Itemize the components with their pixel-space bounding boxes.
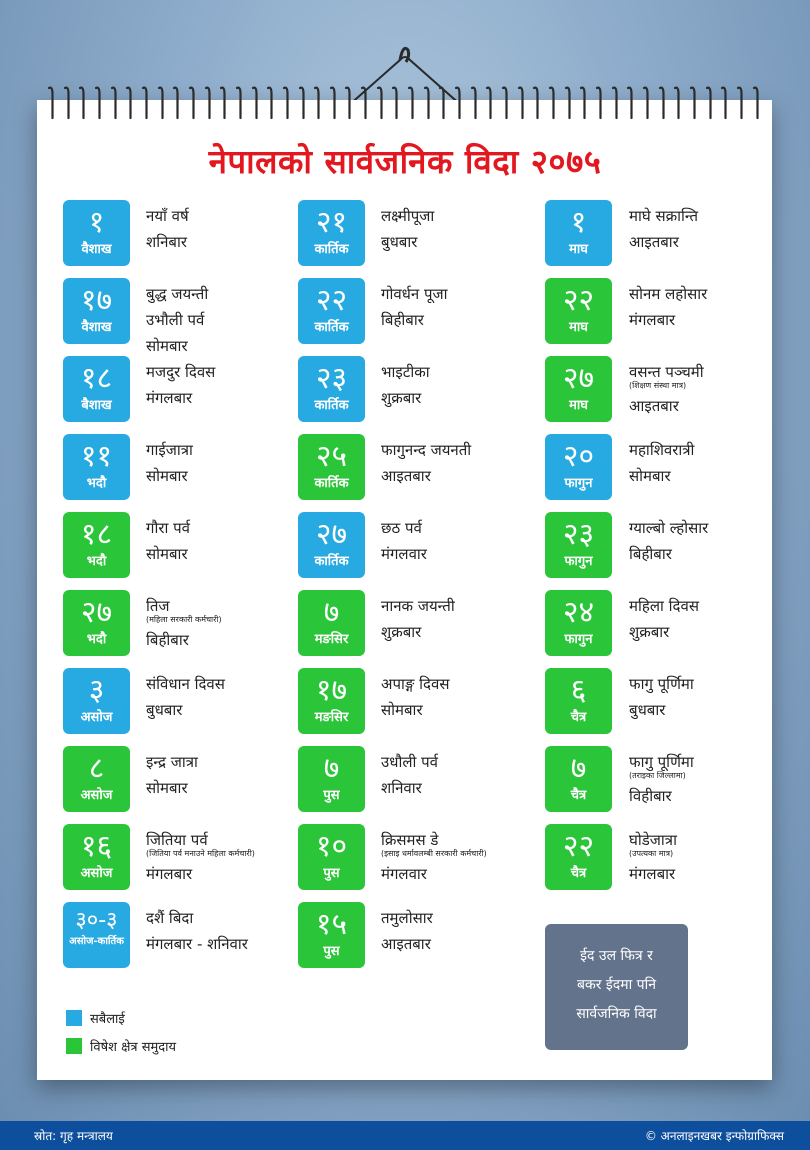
badge-month: फागुन bbox=[564, 554, 593, 569]
badge-month: कार्तिक bbox=[314, 398, 349, 413]
badge-day: ६ bbox=[570, 673, 587, 708]
holiday-info bbox=[146, 827, 306, 887]
holiday-info bbox=[629, 203, 789, 255]
holiday-weekday: बुधबार bbox=[146, 701, 183, 719]
holiday-weekday: शुक्रबार bbox=[381, 389, 422, 407]
holiday-info bbox=[629, 281, 789, 333]
badge-day: १७ bbox=[315, 673, 348, 708]
badge-month: फागुन bbox=[564, 632, 593, 647]
page-title: नेपालको सार्वजनिक विदा २०७५ bbox=[208, 142, 602, 181]
badge-month: भदौ bbox=[86, 632, 107, 647]
binding-ring-icon bbox=[721, 84, 730, 120]
holiday-name: माघे सक्रान्ति bbox=[629, 207, 699, 225]
holiday-info bbox=[629, 827, 789, 887]
badge-month: कार्तिक bbox=[314, 476, 349, 491]
holiday-weekday: शुक्रबार bbox=[629, 623, 670, 641]
badge-day: १ bbox=[570, 205, 587, 240]
date-badge bbox=[545, 356, 612, 422]
legend-label-all: सबैलाई bbox=[90, 1012, 125, 1027]
binding-ring-icon bbox=[596, 84, 605, 120]
holiday-name: फागु पूर्णिमा bbox=[629, 753, 694, 771]
badge-day: १८ bbox=[80, 517, 113, 552]
badge-month: असोज bbox=[80, 866, 113, 881]
binding-ring-icon bbox=[252, 84, 261, 120]
badge-day: १८ bbox=[80, 361, 113, 396]
binding-ring-icon bbox=[126, 84, 135, 120]
holiday-weekday: मंगलबार bbox=[146, 389, 193, 407]
holiday-column-3 bbox=[545, 199, 785, 901]
holiday-name: फागु पूर्णिमा bbox=[629, 675, 694, 693]
holiday-info bbox=[381, 593, 541, 645]
holiday-entry bbox=[545, 511, 785, 589]
holiday-entry bbox=[545, 745, 785, 823]
badge-day: ७ bbox=[570, 751, 587, 786]
footer-bar bbox=[0, 1121, 810, 1150]
badge-month: चैत्र bbox=[570, 710, 587, 725]
date-badge bbox=[298, 902, 365, 968]
holiday-weekday: विहीबार bbox=[629, 787, 672, 805]
binding-ring-icon bbox=[267, 84, 276, 120]
binding-ring-icon bbox=[408, 84, 417, 120]
holiday-weekday: मंगलवार bbox=[381, 865, 427, 883]
holiday-weekday: मंगलबार - शनिवार bbox=[146, 935, 248, 953]
holiday-column-1 bbox=[63, 199, 303, 979]
binding-ring-icon bbox=[142, 84, 151, 120]
holiday-info bbox=[146, 905, 306, 957]
date-badge bbox=[545, 590, 612, 656]
date-badge bbox=[545, 434, 612, 500]
holiday-note: (उपत्यका मात्र) bbox=[629, 849, 674, 858]
badge-month: वैशाख bbox=[81, 320, 112, 335]
holiday-weekday: सोमबार bbox=[146, 545, 188, 563]
badge-day: ३०-३ bbox=[75, 908, 118, 933]
holiday-info bbox=[381, 203, 541, 255]
badge-day: १ bbox=[88, 205, 105, 240]
holiday-entry bbox=[63, 433, 303, 511]
holiday-name: क्रिसमस डे bbox=[381, 831, 439, 849]
binding-ring-icon bbox=[299, 84, 308, 120]
badge-day: २२ bbox=[315, 283, 348, 318]
badge-day: ८ bbox=[88, 751, 105, 786]
date-badge bbox=[63, 902, 130, 968]
badge-day: २७ bbox=[315, 517, 348, 552]
date-badge bbox=[545, 512, 612, 578]
legend-item-specific bbox=[66, 1032, 176, 1060]
badge-month: पुस bbox=[323, 788, 340, 803]
holiday-entry bbox=[545, 277, 785, 355]
footer-source: स्रोत: गृह मन्त्रालय bbox=[34, 1129, 113, 1143]
holiday-name: महिला दिवस bbox=[629, 597, 699, 615]
date-badge bbox=[545, 746, 612, 812]
holiday-entry bbox=[298, 667, 538, 745]
binding-ring-icon bbox=[95, 84, 104, 120]
binding-ring-icon bbox=[659, 84, 668, 120]
holiday-weekday: बुधबार bbox=[629, 701, 666, 719]
badge-day: २३ bbox=[315, 361, 348, 396]
date-badge bbox=[63, 278, 130, 344]
holiday-info bbox=[381, 515, 541, 567]
legend bbox=[66, 1004, 176, 1060]
holiday-weekday: सोमबार bbox=[146, 467, 188, 485]
date-badge bbox=[63, 512, 130, 578]
holiday-name: संविधान दिवस bbox=[146, 675, 225, 693]
notice-line: सार्वजनिक विदा bbox=[576, 1006, 657, 1022]
holiday-info bbox=[146, 671, 306, 723]
date-badge bbox=[298, 512, 365, 578]
holiday-entry bbox=[545, 823, 785, 901]
binding-ring-icon bbox=[173, 84, 182, 120]
holiday-entry bbox=[63, 511, 303, 589]
holiday-name: उधौली पर्व bbox=[381, 753, 439, 771]
badge-month: असोज bbox=[80, 788, 113, 803]
holiday-entry bbox=[545, 667, 785, 745]
holiday-weekday: मंगलबार bbox=[629, 311, 676, 329]
holiday-info bbox=[381, 749, 541, 801]
holiday-entry bbox=[298, 511, 538, 589]
holiday-info bbox=[629, 515, 789, 567]
date-badge bbox=[63, 200, 130, 266]
holiday-name: बुद्ध जयन्ती bbox=[146, 285, 209, 303]
holiday-entry bbox=[545, 355, 785, 433]
badge-month: माघ bbox=[569, 398, 588, 413]
badge-month: पुस bbox=[323, 944, 340, 959]
holiday-info bbox=[381, 437, 541, 489]
holiday-weekday: मंगलवार bbox=[381, 545, 427, 563]
holiday-weekday: मंगलबार bbox=[629, 865, 676, 883]
badge-month: माघ bbox=[569, 320, 588, 335]
holiday-entry bbox=[63, 667, 303, 745]
badge-day: २२ bbox=[562, 283, 595, 318]
holiday-weekday: आइतबार bbox=[381, 467, 431, 485]
date-badge bbox=[545, 200, 612, 266]
holiday-name: गोवर्धन पूजा bbox=[381, 285, 448, 303]
holiday-info bbox=[146, 281, 306, 359]
badge-month: मङसिर bbox=[314, 710, 349, 725]
holiday-name: तमुलोसार bbox=[381, 909, 433, 927]
badge-day: ७ bbox=[323, 751, 340, 786]
binding-ring-icon bbox=[455, 84, 464, 120]
holiday-entry bbox=[298, 901, 538, 979]
holiday-entry bbox=[63, 589, 303, 667]
holiday-info bbox=[146, 749, 306, 801]
notice-line: बकर ईदमा पनि bbox=[576, 977, 657, 993]
holiday-info bbox=[629, 749, 789, 809]
holiday-note: (महिला सरकारी कर्मचारी) bbox=[146, 615, 222, 624]
holiday-name: ग्याल्बो ल्होसार bbox=[629, 519, 709, 537]
holiday-name: गौरा पर्व bbox=[146, 519, 190, 537]
date-badge bbox=[545, 668, 612, 734]
holiday-name: अपाङ्ग दिवस bbox=[381, 675, 450, 693]
holiday-info bbox=[381, 359, 541, 411]
date-badge bbox=[63, 590, 130, 656]
date-badge bbox=[298, 824, 365, 890]
binding-ring-icon bbox=[471, 84, 480, 120]
legend-label-specific: विषेश क्षेत्र समुदाय bbox=[90, 1040, 177, 1055]
binding-ring-icon bbox=[424, 84, 433, 120]
holiday-entry bbox=[63, 199, 303, 277]
badge-day: २२ bbox=[562, 829, 595, 864]
holiday-entry bbox=[545, 199, 785, 277]
binding-ring-icon bbox=[737, 84, 746, 120]
binding-ring-icon bbox=[690, 84, 699, 120]
holiday-weekday: शनिवार bbox=[381, 779, 422, 797]
holiday-weekday: सोमबार bbox=[146, 779, 188, 797]
badge-month: भदौ bbox=[86, 476, 107, 491]
binding-ring-icon bbox=[627, 84, 636, 120]
badge-month: कार्तिक bbox=[314, 242, 349, 257]
badge-day: २७ bbox=[562, 361, 595, 396]
holiday-info bbox=[146, 437, 306, 489]
badge-day: ११ bbox=[80, 439, 113, 474]
binding-ring-icon bbox=[158, 84, 167, 120]
holiday-weekday: बिहीबार bbox=[381, 311, 424, 329]
holiday-info bbox=[146, 515, 306, 567]
holiday-weekday: शुक्रबार bbox=[381, 623, 422, 641]
holiday-name: घोडेजात्रा bbox=[629, 831, 677, 849]
badge-day: २३ bbox=[562, 517, 595, 552]
holiday-name: जितिया पर्व bbox=[146, 831, 208, 849]
date-badge bbox=[298, 200, 365, 266]
holiday-note: (जितिया पर्व मनाउने महिला कर्मचारी) bbox=[146, 849, 255, 858]
binding-ring-icon bbox=[518, 84, 527, 120]
holiday-weekday: बिहीबार bbox=[146, 631, 189, 649]
binding-ring-icon bbox=[706, 84, 715, 120]
holiday-info bbox=[146, 359, 306, 411]
holiday-note: (शिक्षण संस्था मात्र) bbox=[629, 381, 687, 390]
holiday-name: नानक जयन्ती bbox=[381, 597, 455, 615]
binding-ring-icon bbox=[753, 84, 762, 120]
date-badge bbox=[298, 668, 365, 734]
holiday-name: दशैं बिदा bbox=[146, 909, 194, 927]
binding-ring-icon bbox=[392, 84, 401, 120]
binding-ring-icon bbox=[502, 84, 511, 120]
date-badge bbox=[63, 668, 130, 734]
footer-credit: © अनलाइनखबर इन्फोग्राफिक्स bbox=[644, 1129, 784, 1143]
badge-day: २५ bbox=[315, 439, 348, 474]
badge-month: कार्तिक bbox=[314, 320, 349, 335]
badge-month: मङसिर bbox=[314, 632, 349, 647]
binding-ring-icon bbox=[533, 84, 542, 120]
date-badge bbox=[298, 590, 365, 656]
badge-month: चैत्र bbox=[570, 788, 587, 803]
legend-item-all bbox=[66, 1004, 176, 1032]
binding-ring-icon bbox=[314, 84, 323, 120]
legend-swatch-green bbox=[66, 1038, 82, 1054]
date-badge bbox=[545, 824, 612, 890]
date-badge bbox=[545, 278, 612, 344]
holiday-entry bbox=[545, 589, 785, 667]
holiday-weekday: आइतबार bbox=[381, 935, 431, 953]
binding-ring-icon bbox=[205, 84, 214, 120]
date-badge bbox=[298, 434, 365, 500]
holiday-info bbox=[146, 203, 306, 255]
holiday-note: (इसाइ धर्मावलम्बी सरकारी कर्मचारी) bbox=[381, 849, 487, 858]
holiday-info bbox=[146, 593, 306, 653]
holiday-entry bbox=[63, 355, 303, 433]
binding-ring-icon bbox=[111, 84, 120, 120]
holiday-weekday: मंगलबार bbox=[146, 865, 193, 883]
binding-ring-icon bbox=[439, 84, 448, 120]
holiday-weekday: आइतबार bbox=[629, 233, 679, 251]
badge-month: असोज-कार्तिक bbox=[69, 936, 124, 947]
binding-ring-icon bbox=[330, 84, 339, 120]
binding-ring-icon bbox=[643, 84, 652, 120]
holiday-name: भाइटीका bbox=[381, 363, 430, 381]
badge-day: ३ bbox=[88, 673, 105, 708]
binding-ring-icon bbox=[79, 84, 88, 120]
date-badge bbox=[298, 746, 365, 812]
badge-month: फागुन bbox=[564, 476, 593, 491]
holiday-info bbox=[629, 671, 789, 723]
binding-ring-icon bbox=[377, 84, 386, 120]
binding-ring-icon bbox=[283, 84, 292, 120]
badge-month: बैशाख bbox=[81, 398, 112, 413]
holiday-name: तिज bbox=[146, 597, 170, 615]
badge-day: १६ bbox=[80, 829, 113, 864]
binding-ring-icon bbox=[612, 84, 621, 120]
binding-ring-icon bbox=[565, 84, 574, 120]
holiday-name: सोनम लहोसार bbox=[629, 285, 708, 303]
holiday-name: लक्ष्मीपूजा bbox=[381, 207, 435, 225]
badge-day: ७ bbox=[323, 595, 340, 630]
holiday-entry bbox=[298, 355, 538, 433]
badge-month: वैशाख bbox=[81, 242, 112, 257]
holiday-name: गाईजात्रा bbox=[146, 441, 193, 459]
badge-day: १७ bbox=[80, 283, 113, 318]
holiday-name: वसन्त पञ्चमी bbox=[629, 363, 704, 381]
holiday-weekday: सोमबार bbox=[381, 701, 423, 719]
holiday-name: इन्द्र जात्रा bbox=[146, 753, 198, 771]
holiday-entry bbox=[63, 277, 303, 355]
holiday-weekday: आइतबार bbox=[629, 397, 679, 415]
holiday-name: छठ पर्व bbox=[381, 519, 422, 537]
holiday-entry bbox=[298, 589, 538, 667]
holiday-name: मजदुर दिवस bbox=[146, 363, 216, 381]
binding-ring-icon bbox=[674, 84, 683, 120]
holiday-info bbox=[381, 671, 541, 723]
holiday-entry bbox=[63, 901, 303, 979]
badge-month: माघ bbox=[569, 242, 588, 257]
badge-month: कार्तिक bbox=[314, 554, 349, 569]
date-badge bbox=[298, 278, 365, 344]
holiday-entry bbox=[298, 277, 538, 355]
date-badge bbox=[63, 356, 130, 422]
holiday-column-2 bbox=[298, 199, 538, 979]
badge-day: २० bbox=[562, 439, 595, 474]
holiday-entry bbox=[298, 745, 538, 823]
holiday-info bbox=[381, 281, 541, 333]
holiday-weekday: बुधबार bbox=[381, 233, 418, 251]
holiday-entry bbox=[63, 745, 303, 823]
holiday-info bbox=[629, 437, 789, 489]
binding-ring-icon bbox=[580, 84, 589, 120]
legend-swatch-blue bbox=[66, 1010, 82, 1026]
holiday-weekday: बिहीबार bbox=[629, 545, 672, 563]
holiday-weekday: सोमबार bbox=[146, 337, 188, 355]
badge-day: १५ bbox=[315, 907, 348, 942]
holiday-info bbox=[381, 827, 541, 887]
holiday-note: (तराइका जिल्लामा) bbox=[629, 771, 686, 780]
holiday-name: फागुनन्द जयनती bbox=[381, 441, 472, 459]
binding-ring-icon bbox=[361, 84, 370, 120]
date-badge bbox=[298, 356, 365, 422]
notice-line: ईद उल फित्र र bbox=[580, 948, 653, 964]
eid-notice-box bbox=[545, 924, 688, 1050]
badge-day: २१ bbox=[315, 205, 348, 240]
holiday-entry bbox=[298, 199, 538, 277]
badge-day: २७ bbox=[80, 595, 113, 630]
binding-ring-icon bbox=[189, 84, 198, 120]
binding-ring-icon bbox=[486, 84, 495, 120]
binding-ring-icon bbox=[549, 84, 558, 120]
holiday-entry bbox=[298, 433, 538, 511]
binding-ring-icon bbox=[345, 84, 354, 120]
binding-ring-icon bbox=[220, 84, 229, 120]
holiday-entry bbox=[63, 823, 303, 901]
holiday-info bbox=[381, 905, 541, 957]
holiday-info bbox=[629, 359, 789, 419]
binding-ring-icon bbox=[236, 84, 245, 120]
holiday-info bbox=[629, 593, 789, 645]
binding-ring-icon bbox=[48, 84, 57, 120]
holiday-name: नयाँ वर्ष bbox=[146, 207, 189, 225]
holiday-note: उभौली पर्व bbox=[146, 311, 205, 329]
date-badge bbox=[63, 824, 130, 890]
holiday-weekday: सोमबार bbox=[629, 467, 671, 485]
holiday-entry bbox=[298, 823, 538, 901]
holiday-entry bbox=[545, 433, 785, 511]
holiday-name: महाशिवरात्री bbox=[629, 441, 695, 459]
badge-month: पुस bbox=[323, 866, 340, 881]
badge-month: भदौ bbox=[86, 554, 107, 569]
badge-day: २४ bbox=[562, 595, 595, 630]
badge-month: असोज bbox=[80, 710, 113, 725]
binding-rings bbox=[48, 84, 762, 124]
badge-day: १० bbox=[315, 829, 348, 864]
badge-month: चैत्र bbox=[570, 866, 587, 881]
binding-ring-icon bbox=[64, 84, 73, 120]
holiday-weekday: शनिबार bbox=[146, 233, 187, 251]
date-badge bbox=[63, 746, 130, 812]
date-badge bbox=[63, 434, 130, 500]
